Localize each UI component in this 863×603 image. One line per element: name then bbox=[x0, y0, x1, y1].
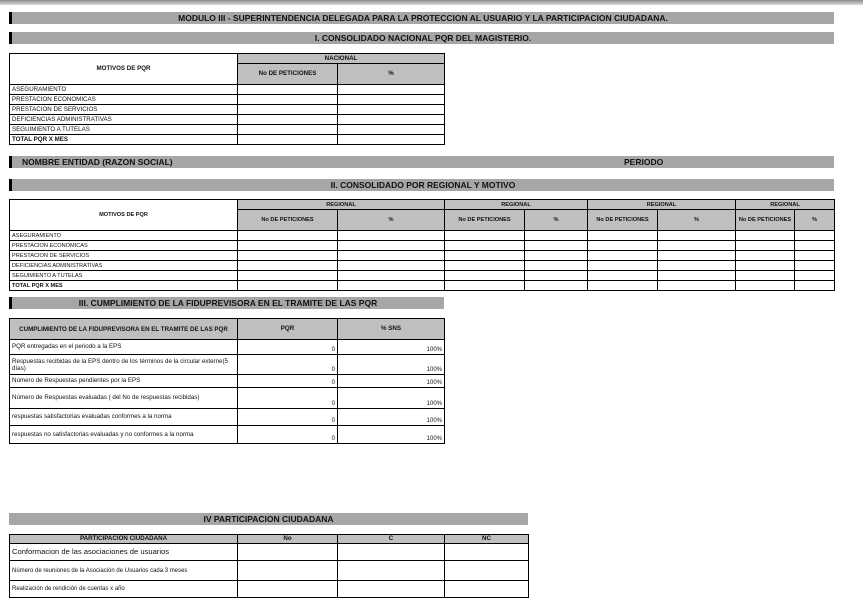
cell[interactable] bbox=[445, 581, 529, 598]
pqr-value[interactable]: 0 bbox=[238, 426, 338, 444]
cell[interactable] bbox=[238, 125, 338, 135]
period-label: PERIODO bbox=[624, 157, 664, 167]
cell[interactable] bbox=[588, 281, 658, 291]
peticiones-header: No DE PETICIONES bbox=[445, 210, 525, 231]
cell[interactable] bbox=[795, 271, 835, 281]
nacional-header: NACIONAL bbox=[238, 54, 445, 64]
cumplimiento-header: CUMPLIMIENTO DE LA FIDUPREVISORA EN EL TRAMITE DE LAS PQR bbox=[10, 319, 238, 340]
consolidado-regional-table bbox=[9, 199, 835, 291]
nc-header: NC bbox=[445, 535, 529, 544]
cumplimiento-table bbox=[9, 318, 445, 444]
pqr-value[interactable]: 0 bbox=[238, 388, 338, 409]
cell[interactable] bbox=[338, 561, 445, 581]
section1-title-bar bbox=[9, 32, 834, 44]
section2-title: II. CONSOLIDADO POR REGIONAL Y MOTIVO bbox=[330, 180, 516, 190]
cell[interactable] bbox=[445, 561, 529, 581]
sns-value[interactable]: 100% bbox=[338, 409, 445, 426]
cell[interactable] bbox=[525, 261, 588, 271]
cell[interactable] bbox=[238, 544, 338, 561]
cell[interactable] bbox=[238, 95, 338, 105]
cell[interactable] bbox=[338, 115, 445, 125]
cell[interactable] bbox=[736, 271, 795, 281]
cell[interactable] bbox=[588, 241, 658, 251]
cell[interactable] bbox=[795, 251, 835, 261]
cell[interactable] bbox=[795, 231, 835, 241]
cell[interactable] bbox=[238, 271, 338, 281]
cell[interactable] bbox=[238, 241, 338, 251]
table-row-label: respuestas satisfactorias evaluadas conformes a la norma bbox=[10, 409, 238, 426]
table-row-label: PRESTACION DE SERVICIOS bbox=[10, 105, 238, 115]
table-row-label: PRESTACION ECONOMICAS bbox=[10, 95, 238, 105]
table-row-label: DEFICIENCIAS ADMINISTRATIVAS bbox=[10, 115, 238, 125]
cell[interactable] bbox=[795, 281, 835, 291]
motivos-header: MOTIVOS DE PQR bbox=[10, 200, 238, 231]
section2-title-bar bbox=[9, 179, 834, 191]
pqr-value[interactable]: 0 bbox=[238, 340, 338, 355]
cell[interactable] bbox=[338, 271, 445, 281]
cell[interactable] bbox=[658, 251, 736, 261]
section3-title: III. CUMPLIMIENTO DE LA FIDUPREVISORA EN EL TRAMITE DE LAS PQR bbox=[78, 298, 378, 308]
cell[interactable] bbox=[238, 261, 338, 271]
pqr-value[interactable]: 0 bbox=[238, 375, 338, 388]
table-row-label: Realización de rendición de cuentas x año bbox=[10, 581, 238, 598]
table-row-label: respuestas no satisfactorias evaluadas y no conformes a la norma bbox=[10, 426, 238, 444]
cell[interactable] bbox=[795, 261, 835, 271]
regional-header-1: REGIONAL bbox=[238, 200, 445, 210]
cell[interactable] bbox=[736, 251, 795, 261]
cell[interactable] bbox=[238, 251, 338, 261]
motivos-header: MOTIVOS DE PQR bbox=[10, 54, 238, 85]
cell[interactable] bbox=[238, 281, 338, 291]
cell[interactable] bbox=[736, 231, 795, 241]
table-row-label: Respuestas recibidas de la EPS dentro de los términos de la circular externe(5 días) bbox=[10, 355, 238, 375]
sns-value[interactable]: 100% bbox=[338, 340, 445, 355]
sns-value[interactable]: 100% bbox=[338, 388, 445, 409]
table-row-label: Número de reuniones de la Asociación de Usuarios cada 3 meses bbox=[10, 561, 238, 581]
cell[interactable] bbox=[525, 231, 588, 241]
top-border bbox=[0, 0, 863, 5]
sns-header: % SNS bbox=[338, 319, 445, 340]
cell[interactable] bbox=[588, 251, 658, 261]
regional-header-2: REGIONAL bbox=[445, 200, 588, 210]
table-row-label: SEGUIMIENTO A TUTELAS bbox=[10, 125, 238, 135]
cell[interactable] bbox=[445, 544, 529, 561]
c-header: C bbox=[338, 535, 445, 544]
total-row-label: TOTAL PQR X MES bbox=[10, 281, 238, 291]
section3-title-bar bbox=[9, 297, 444, 309]
participacion-table bbox=[9, 534, 529, 598]
cell[interactable] bbox=[445, 271, 525, 281]
modulo-title: MODULO III - SUPERINTENDENCIA DELEGADA PARA LA PROTECCION AL USUARIO Y LA PARTICIPACION CIUDADANA. bbox=[178, 13, 668, 23]
cell[interactable] bbox=[338, 125, 445, 135]
cell[interactable] bbox=[588, 271, 658, 281]
pqr-header: PQR bbox=[238, 319, 338, 340]
cell[interactable] bbox=[238, 105, 338, 115]
pqr-value[interactable]: 0 bbox=[238, 355, 338, 375]
table-row-label: DEFICIENCIAS ADMINISTRATIVAS bbox=[10, 261, 238, 271]
cell[interactable] bbox=[338, 281, 445, 291]
participacion-header: PARTICIPACION CIUDADANA bbox=[10, 535, 238, 544]
cell[interactable] bbox=[736, 281, 795, 291]
sns-value[interactable]: 100% bbox=[338, 355, 445, 375]
pct-header: % bbox=[658, 210, 736, 231]
cell[interactable] bbox=[238, 115, 338, 125]
cell[interactable] bbox=[658, 271, 736, 281]
peticiones-header: No DE PETICIONES bbox=[238, 210, 338, 231]
pct-header: % bbox=[525, 210, 588, 231]
cell[interactable] bbox=[795, 241, 835, 251]
total-row-label: TOTAL PQR X MES bbox=[10, 135, 238, 145]
cell[interactable] bbox=[238, 231, 338, 241]
consolidado-nacional-table bbox=[9, 53, 445, 145]
cell[interactable] bbox=[445, 281, 525, 291]
cell[interactable] bbox=[338, 95, 445, 105]
sns-value[interactable]: 100% bbox=[338, 426, 445, 444]
cell[interactable] bbox=[338, 261, 445, 271]
table-row-label: Número de Respuestas evaluadas ( del No de respuestas recibidas) bbox=[10, 388, 238, 409]
pqr-value[interactable]: 0 bbox=[238, 409, 338, 426]
regional-header-4: REGIONAL bbox=[736, 200, 835, 210]
section1-title: I. CONSOLIDADO NACIONAL PQR DEL MAGISTERIO. bbox=[314, 33, 532, 43]
cell[interactable] bbox=[525, 281, 588, 291]
modulo-title-bar bbox=[9, 12, 834, 24]
section4-title: IV PARTICIPACION CIUDADANA bbox=[203, 514, 334, 524]
cell[interactable] bbox=[445, 261, 525, 271]
pct-header: % bbox=[338, 64, 445, 85]
cell[interactable] bbox=[588, 231, 658, 241]
cell[interactable] bbox=[338, 231, 445, 241]
table-row-label: PQR entregadas en el periodo a la EPS bbox=[10, 340, 238, 355]
table-row-label: SEGUIMIENTO A TUTELAS bbox=[10, 271, 238, 281]
cell[interactable] bbox=[525, 251, 588, 261]
cell[interactable] bbox=[238, 581, 338, 598]
no-header: No bbox=[238, 535, 338, 544]
cell[interactable] bbox=[338, 581, 445, 598]
cell[interactable] bbox=[658, 261, 736, 271]
cell[interactable] bbox=[736, 241, 795, 251]
table-row-label: PRESTACION ECONOMICAS bbox=[10, 241, 238, 251]
cell[interactable] bbox=[238, 85, 338, 95]
cell[interactable] bbox=[525, 271, 588, 281]
cell[interactable] bbox=[238, 135, 338, 145]
cell[interactable] bbox=[338, 85, 445, 95]
peticiones-header: No DE PETICIONES bbox=[238, 64, 338, 85]
pct-header: % bbox=[338, 210, 445, 231]
entity-name-label: NOMBRE ENTIDAD (RAZON SOCIAL) bbox=[22, 157, 173, 167]
cell[interactable] bbox=[238, 561, 338, 581]
entity-bar bbox=[9, 156, 834, 168]
cell[interactable] bbox=[338, 135, 445, 145]
peticiones-header: No DE PETICIONES bbox=[736, 210, 795, 231]
cell[interactable] bbox=[525, 241, 588, 251]
sns-value[interactable]: 100% bbox=[338, 375, 445, 388]
peticiones-header: No DE PETICIONES bbox=[588, 210, 658, 231]
cell[interactable] bbox=[338, 251, 445, 261]
table-row-label: Conformacion de las asociaciones de usuarios bbox=[10, 544, 238, 561]
cell[interactable] bbox=[736, 261, 795, 271]
cell[interactable] bbox=[588, 261, 658, 271]
cell[interactable] bbox=[445, 231, 525, 241]
section4-title-bar bbox=[9, 513, 528, 525]
cell[interactable] bbox=[658, 231, 736, 241]
table-row-label: ASEGURAMIENTO bbox=[10, 231, 238, 241]
cell[interactable] bbox=[658, 241, 736, 251]
cell[interactable] bbox=[338, 544, 445, 561]
cell[interactable] bbox=[658, 281, 736, 291]
table-row-label: ASEGURAMIENTO bbox=[10, 85, 238, 95]
pct-header: % bbox=[795, 210, 835, 231]
table-row-label: PRESTACION DE SERVICIOS bbox=[10, 251, 238, 261]
cell[interactable] bbox=[445, 251, 525, 261]
cell[interactable] bbox=[338, 241, 445, 251]
regional-header-3: REGIONAL bbox=[588, 200, 736, 210]
table-row-label: Número de Respuestas pendientes por la EPS bbox=[10, 375, 238, 388]
cell[interactable] bbox=[445, 241, 525, 251]
cell[interactable] bbox=[338, 105, 445, 115]
